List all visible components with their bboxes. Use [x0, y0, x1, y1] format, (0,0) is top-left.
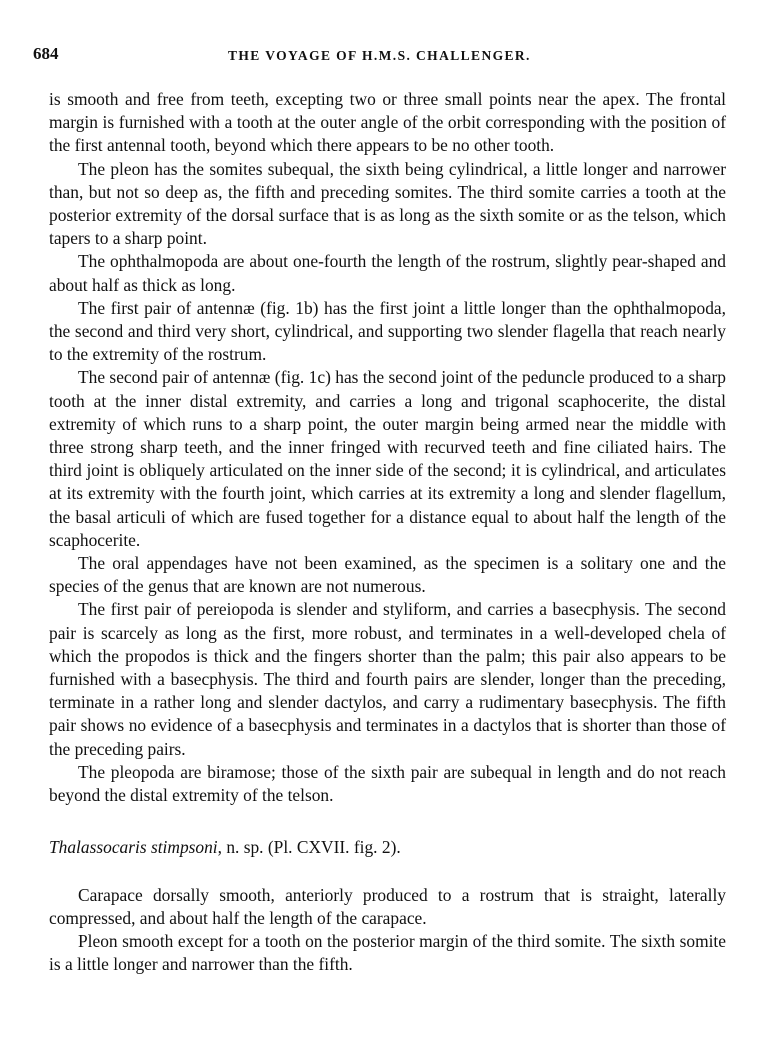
species-heading [49, 836, 726, 859]
paragraph-pereiopoda: The first pair of pereiopoda is slender and styliform, and carries a basecphysis. The second pair is scarcely as long as the first, more robust, and terminates in a well-developed chela of which the propodos is thick and the fingers shorter than the palm; this pair also appears to be furnished with a basecphysis. The third and fourth pairs are slender, longer than the preceding, terminate in a rather long and slender dactylos, and carry a rudimentary basecphysis. The fifth pair shows no evidence of a basecphysis and terminates in a dactylos that is shorter than those of the preceding pairs. [49, 599, 726, 759]
paragraph-ophthalmopoda: The ophthalmopoda are about one-fourth the length of the rostrum, slightly pear-shaped and about half as thick as long. [49, 251, 726, 295]
body-text [49, 88, 726, 976]
paragraph-oral-appendages: The oral appendages have not been examined, as the specimen is a solitary one and the species of the genus that are known are not numerous. [49, 553, 726, 597]
paragraph-pleon-species: Pleon smooth except for a tooth on the posterior margin of the third somite. The sixth somite is a little longer and narrower than the fifth. [49, 930, 726, 975]
species-name: Thalassocaris stimpsoni [49, 837, 218, 858]
species-citation: , n. sp. (Pl. CXVII. fig. 2). [217, 837, 401, 858]
paragraph-carapace: Carapace dorsally smooth, anteriorly produced to a rostrum that is straight, laterally compressed, and about half the length of the carapace. [49, 884, 726, 928]
running-title: THE VOYAGE OF H.M.S. CHALLENGER. [228, 48, 531, 63]
paragraph-second-antennae: The second pair of antennæ (fig. 1c) has the second joint of the peduncle produced to a sharp tooth at the inner distal extremity, and carries a long and trigonal scaphocerite, the distal extremity of which runs to a sharp point, the outer margin being armed near the middle with three strong sharp teeth, and the inner fringed with recurved teeth and fine ciliated hairs. The third joint is obliquely articulated on the inner side of the second; it is cylindrical, and articulates at its extremity with the fourth joint, which carries at its extremity a long and slender flagellum, the basal articuli of which are fused together for a distance equal to about half the length of the scaphocerite. [49, 367, 726, 550]
paragraph-pleon: The pleon has the somites subequal, the sixth being cylindrical, a little longer and narrower than, but not so deep as, the fifth and preceding somites. The third somite carries a tooth at the posterior extremity of the dorsal surface that is as long as the sixth somite or as the telson, which tapers to a sharp point. [49, 158, 726, 249]
paragraph-first-antennae: The first pair of antennæ (fig. 1b) has the first joint a little longer than the ophthalmopoda, the second and third very short, cylindrical, and supporting two slender flagella that reach nearly to the extremity of the rostrum. [49, 297, 726, 365]
species-description [49, 884, 726, 977]
page-header [33, 44, 733, 68]
page-number: 684 [33, 44, 59, 63]
paragraph-pleopoda: The pleopoda are biramose; those of the sixth pair are subequal in length and do not reach beyond the distal extremity of the telson. [49, 761, 726, 806]
paragraph-rostrum-continued: is smooth and free from teeth, excepting two or three small points near the apex. The frontal margin is furnished with a tooth at the outer angle of the orbit corresponding with the position of the first antennal tooth, beyond which there appears to be no other tooth. [49, 89, 726, 156]
